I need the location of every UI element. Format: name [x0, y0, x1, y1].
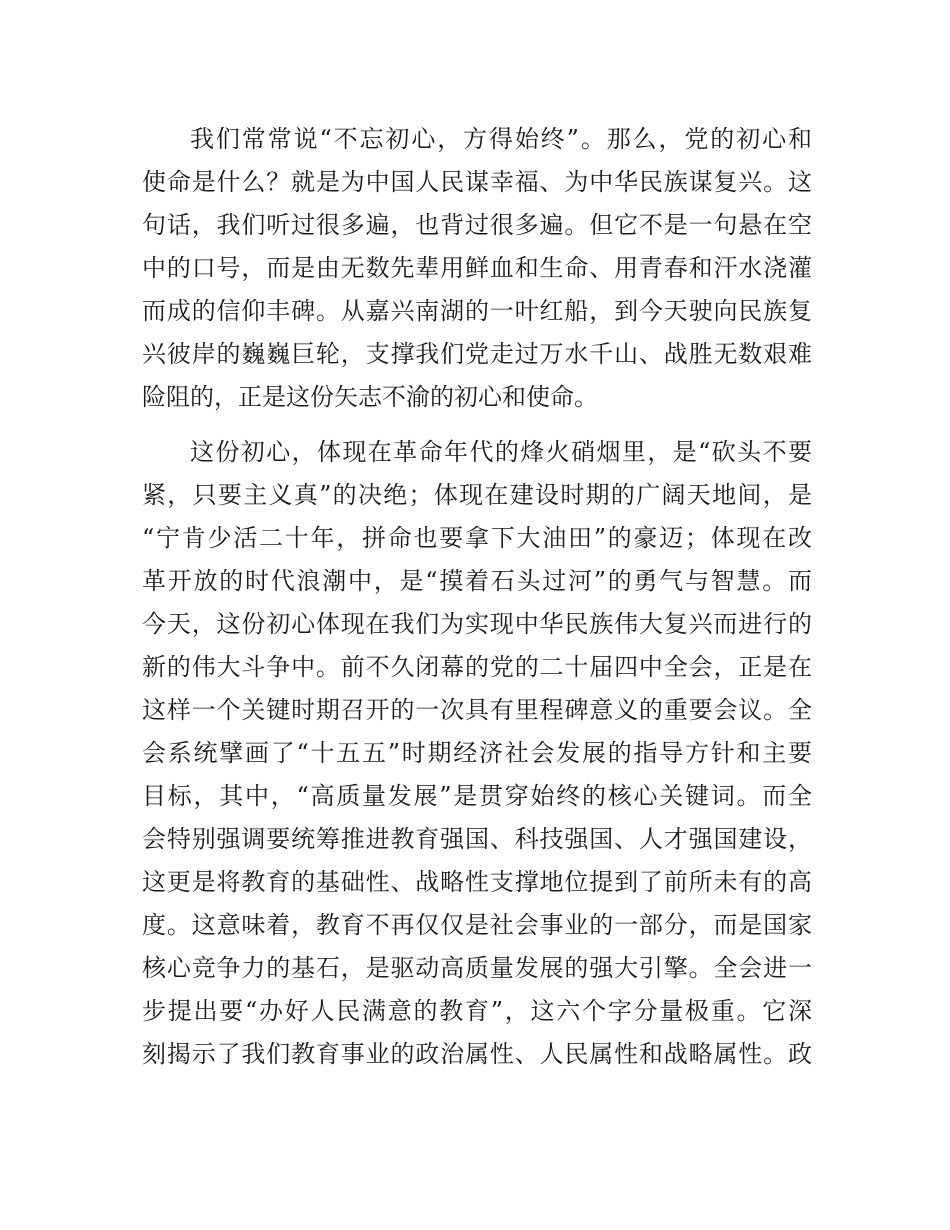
paragraph-1	[142, 118, 812, 419]
text-line: 这样一个关键时期召开的一次具有里程碑意义的重要会议。全	[142, 696, 812, 724]
text-line: 紧，只要主义真”的决绝；体现在建设时期的广阔天地间，是	[142, 481, 812, 509]
text-line: 目标，其中，“高质量发展”是贯穿始终的核心关键词。而全	[142, 782, 812, 810]
text-line: 兴彼岸的巍巍巨轮，支撑我们党走过万水千山、战胜无数艰难	[142, 340, 812, 368]
text-line: 我们常常说“不忘初心，方得始终”。那么，党的初心和	[190, 125, 812, 153]
text-line: 今天，这份初心体现在我们为实现中华民族伟大复兴而进行的	[142, 610, 812, 638]
text-line: 而成的信仰丰碑。从嘉兴南湖的一叶红船，到今天驶向民族复	[142, 297, 812, 325]
text-line: 这份初心，体现在革命年代的烽火硝烟里，是“砍头不要	[190, 438, 812, 466]
text-line: 革开放的时代浪潮中，是“摸着石头过河”的勇气与智慧。而	[142, 567, 812, 595]
document-page	[142, 118, 812, 1088]
text-line: 中的口号，而是由无数先辈用鲜血和生命、用青春和汗水浇灌	[142, 254, 812, 282]
text-line: 险阻的，正是这份矢志不渝的初心和使命。	[142, 383, 598, 411]
paragraph-2	[142, 431, 812, 1076]
text-line: 会特别强调要统筹推进教育强国、科技强国、人才强国建设，	[142, 825, 812, 853]
text-line: 步提出要“办好人民满意的教育”，这六个字分量极重。它深	[142, 997, 812, 1025]
text-line: 句话，我们听过很多遍，也背过很多遍。但它不是一句悬在空	[142, 211, 812, 239]
text-line: “宁肯少活二十年，拼命也要拿下大油田”的豪迈；体现在改	[142, 524, 812, 552]
text-line: 度。这意味着，教育不再仅仅是社会事业的一部分，而是国家	[142, 911, 812, 939]
text-line: 这更是将教育的基础性、战略性支撑地位提到了前所未有的高	[142, 868, 812, 896]
text-line: 使命是什么？就是为中国人民谋幸福、为中华民族谋复兴。这	[142, 168, 812, 196]
text-line: 核心竞争力的基石，是驱动高质量发展的强大引擎。全会进一	[142, 954, 812, 982]
text-line: 会系统擘画了“十五五”时期经济社会发展的指导方针和主要	[142, 739, 812, 767]
text-line: 刻揭示了我们教育事业的政治属性、人民属性和战略属性。政	[142, 1040, 812, 1068]
text-line: 新的伟大斗争中。前不久闭幕的党的二十届四中全会，正是在	[142, 653, 812, 681]
